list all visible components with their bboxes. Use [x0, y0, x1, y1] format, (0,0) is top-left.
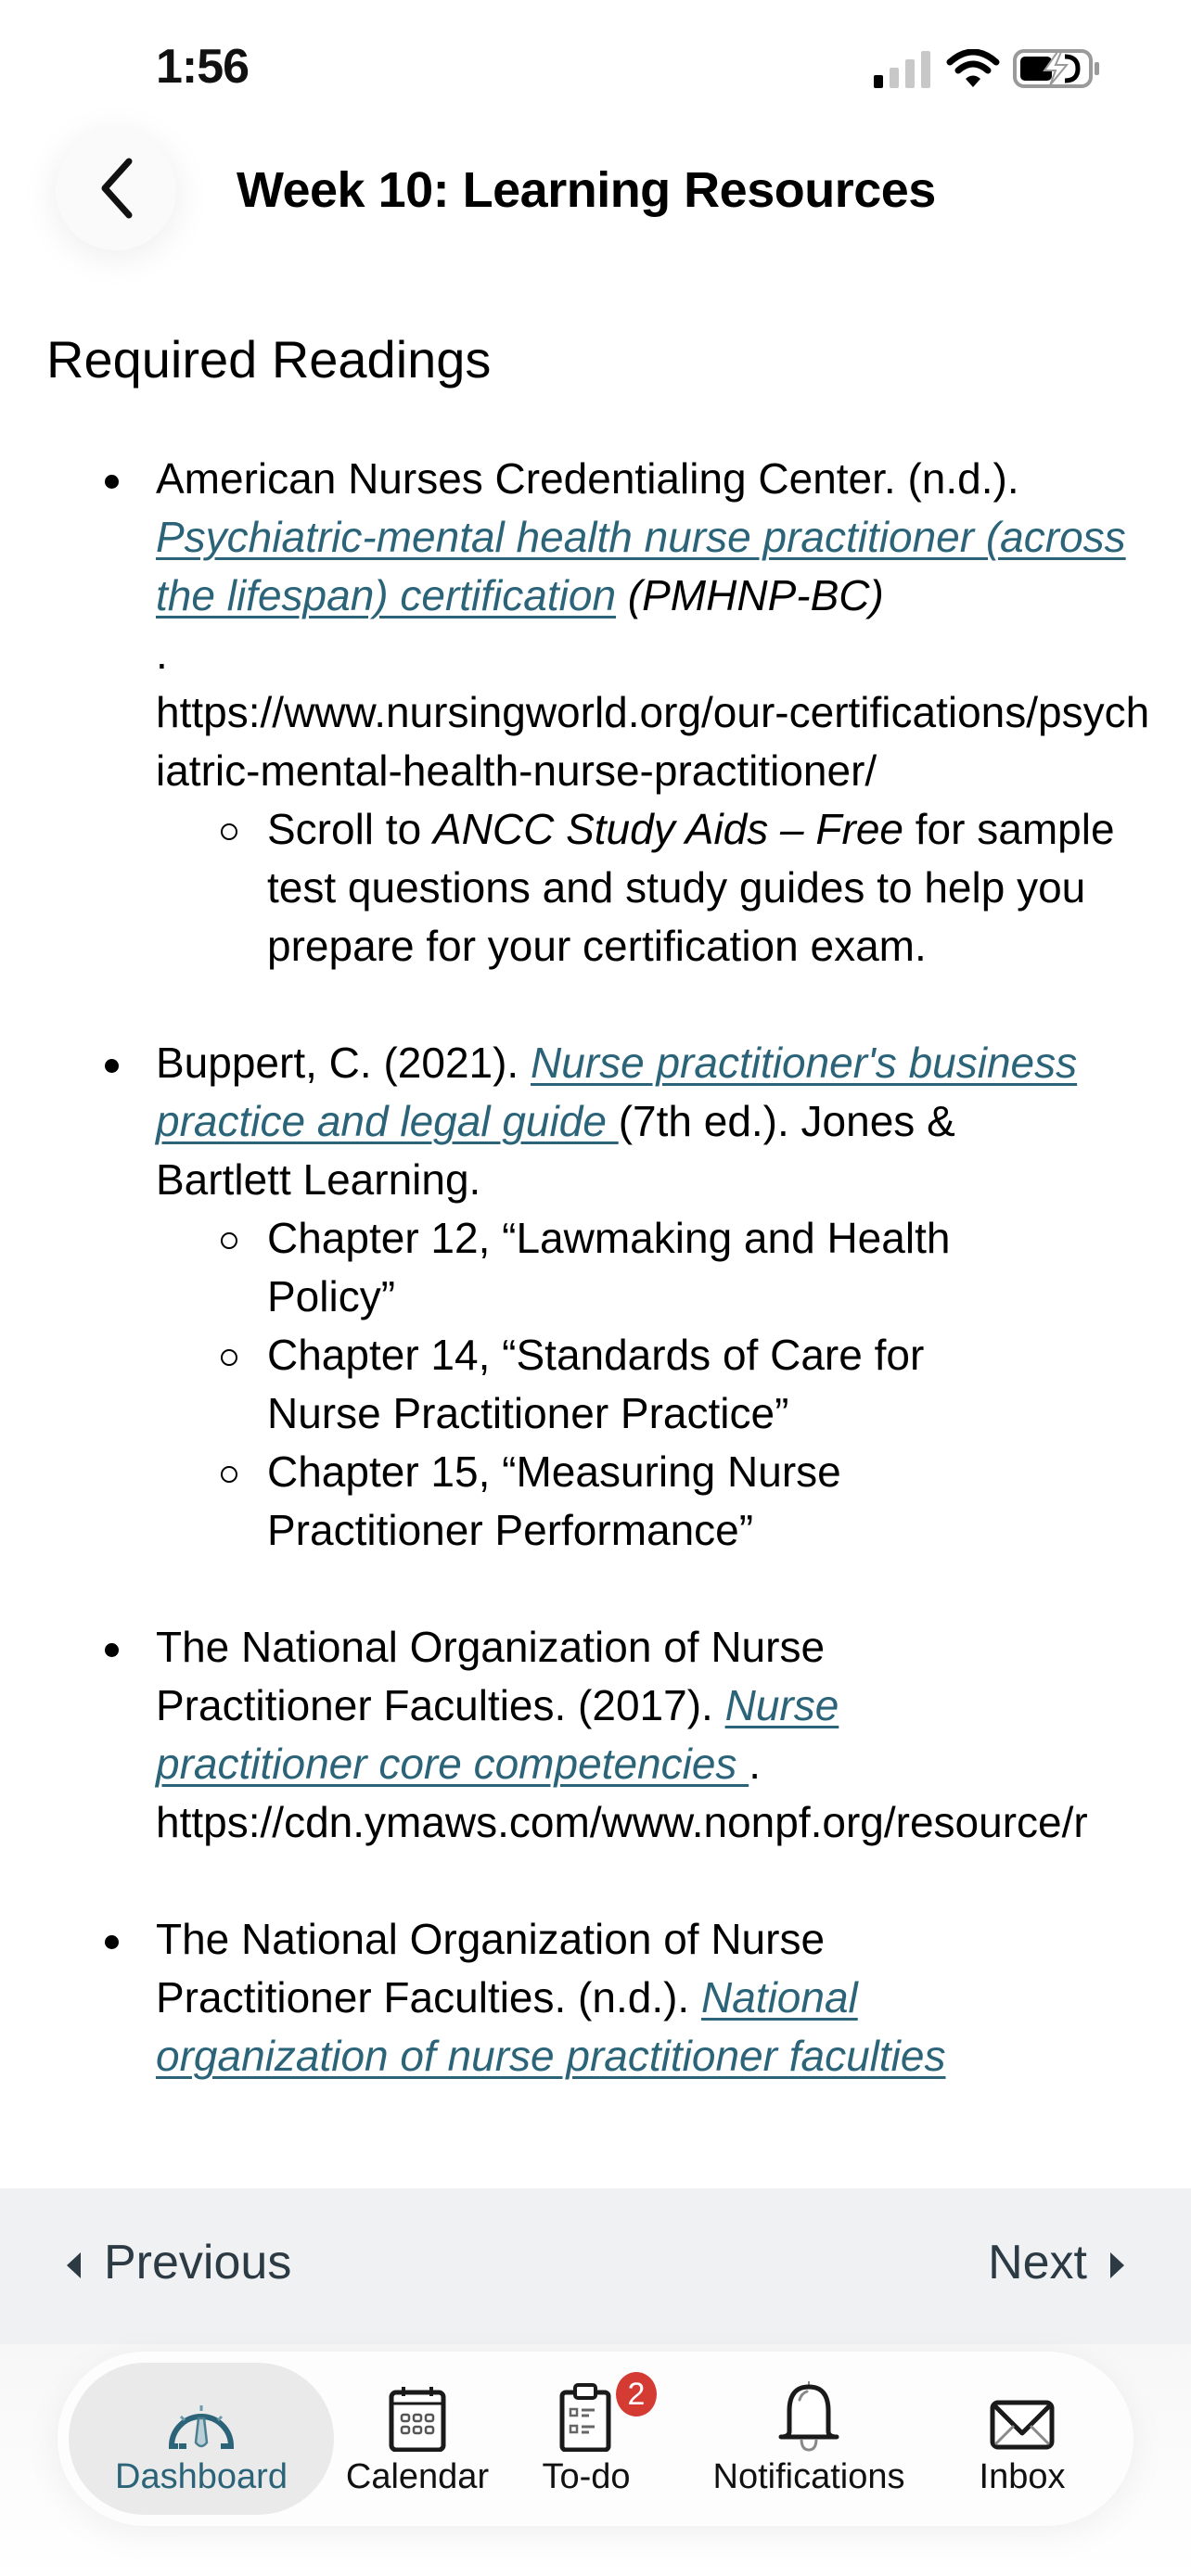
previous-button[interactable]: [67, 2235, 291, 2290]
sub-item-text: Scroll to: [267, 805, 433, 853]
reference-link[interactable]: Nurse practitioner core competencies: [156, 1681, 839, 1788]
chevron-left-icon: [96, 156, 136, 225]
reference-url: https://cdn.ymaws.com/www.nonpf.org/resource/r: [156, 1798, 1088, 1846]
sub-item: Chapter 14, “Standards of Care for Nurse Practitioner Practice”: [156, 1326, 1080, 1443]
bell-icon: [776, 2381, 841, 2452]
page-header: [0, 130, 1191, 250]
tab-label: Dashboard: [115, 2456, 288, 2496]
reference-period: .: [749, 1740, 761, 1788]
status-time: 1:56: [156, 40, 250, 94]
tab-label: Calendar: [345, 2456, 490, 2496]
tab-label: To-do: [542, 2456, 631, 2496]
caret-right-icon: [1109, 2235, 1124, 2290]
content-area[interactable]: [0, 329, 1191, 2179]
tab-dashboard[interactable]: [69, 2363, 334, 2515]
reference-link[interactable]: Nurse practitioner's business practice and legal guide: [156, 1039, 1078, 1145]
caret-left-icon: [67, 2235, 82, 2290]
todo-count-badge: 2: [616, 2372, 657, 2417]
tab-calendar[interactable]: [334, 2352, 501, 2526]
sub-item: Chapter 12, “Lawmaking and Health Policy”: [156, 1209, 1080, 1326]
wifi-icon: [946, 49, 1000, 93]
reference-publisher: (7th ed.). Jones & Bartlett Learning.: [156, 1097, 955, 1204]
status-icons: [872, 48, 1102, 94]
tab-bar: [58, 2352, 1133, 2526]
reference-item: [0, 450, 1191, 976]
reference-url: https://www.nursingworld.org/our-certifications/psychiatric-mental-health-nurse-practitioner/: [156, 688, 1150, 795]
reference-citation: The National Organization of Nurse Practitioner Faculties. (n.d.).: [156, 1915, 826, 2021]
tab-bar-container: [0, 2344, 1191, 2576]
section-title: Required Readings: [46, 330, 492, 389]
previous-label: Previous: [104, 2236, 292, 2289]
reference-link[interactable]: National organization of nurse practitioner faculties: [156, 1973, 946, 2080]
reference-item: [0, 1910, 1191, 2085]
sub-item: [156, 800, 1191, 976]
tab-inbox[interactable]: [948, 2352, 1096, 2526]
calendar-icon: [389, 2381, 446, 2452]
envelope-icon: [990, 2381, 1055, 2452]
reference-citation: The National Organization of Nurse Practitioner Faculties. (2017).: [156, 1623, 826, 1729]
tab-label: Notifications: [712, 2456, 905, 2496]
reference-acronym: (PMHNP-BC): [616, 571, 884, 619]
next-label: Next: [988, 2236, 1087, 2289]
sub-item-emphasis: ANCC Study Aids – Free: [432, 805, 903, 853]
tab-todo[interactable]: [521, 2352, 651, 2526]
reference-item: [0, 1034, 1191, 1560]
sub-item-text: for sample test questions and study guides to help you prepare for your certification exam.: [267, 805, 1115, 970]
pager-bar: [0, 2188, 1191, 2344]
clipboard-checklist-icon: [559, 2381, 613, 2452]
page-title: Week 10: Learning Resources: [237, 162, 936, 218]
status-bar: [0, 0, 1191, 139]
tab-label: Inbox: [979, 2456, 1066, 2496]
readings-list: [0, 450, 1191, 2144]
reference-citation: Buppert, C. (2021).: [156, 1039, 531, 1087]
sub-item: Chapter 15, “Measuring Nurse Practitioner Performance”: [156, 1443, 1080, 1560]
reference-link[interactable]: Psychiatric-mental health nurse practitioner (across the lifespan) certification: [156, 513, 1126, 619]
dashboard-gauge-icon: [166, 2381, 237, 2452]
reference-item: [0, 1618, 1191, 1852]
reference-period: .: [156, 630, 168, 678]
battery-charging-icon: [1013, 48, 1102, 94]
cellular-signal-icon: [872, 49, 933, 93]
next-button[interactable]: [988, 2235, 1124, 2290]
reference-citation: American Nurses Credentialing Center. (n.d.).: [156, 454, 1019, 503]
back-button[interactable]: [56, 130, 176, 250]
tab-notifications[interactable]: [688, 2352, 929, 2526]
